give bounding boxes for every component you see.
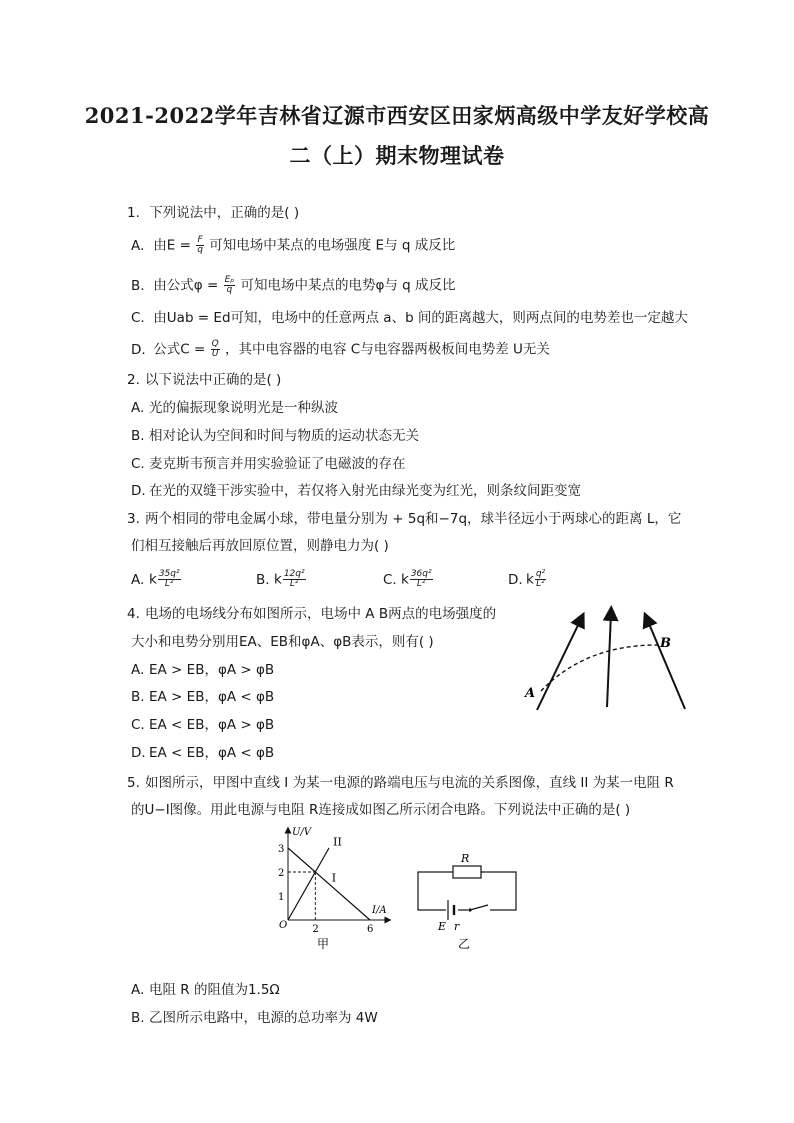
chart-caption: 甲 xyxy=(317,937,330,951)
resistor xyxy=(453,866,481,878)
q2-option-c: C. 麦克斯韦预言并用实验验证了电磁波的存在 xyxy=(131,456,406,472)
q4-option-c: C. EA < EB，φA > φB xyxy=(131,717,275,733)
question-3-stem-cont: 们相互接触后再放回原位置，则静电力为( ) xyxy=(131,538,389,554)
q2-option-a: A. 光的偏振现象说明光是一种纵波 xyxy=(131,400,338,416)
resistor-label: R xyxy=(461,852,470,865)
q2-option-b: B. 相对论认为空间和时间与物质的运动状态无关 xyxy=(131,428,419,444)
exam-title-line1: 2021-2022学年吉林省辽源市西安区田家炳高级中学友好学校高 xyxy=(84,103,710,128)
question-2-stem: 2. 以下说法中正确的是( ) xyxy=(127,372,282,388)
question-5-stem-cont: 的U−I图像。用此电源与电阻 R连接成如图乙所示闭合电路。下列说法中正确的是( ) xyxy=(131,802,631,818)
q1-option-c: C. 由Uab = Ed可知，电场中的任意两点 a、b 间的距离越大，则两点间的电势差也一定越大 xyxy=(131,310,688,326)
series-line-2 xyxy=(288,848,329,920)
circuit-diagram xyxy=(408,850,528,950)
internal-resistance-label: r xyxy=(454,920,460,933)
question-3-stem: 3. 两个相同的带电金属小球，带电量分别为 + 5q和−7q，球半径远小于两球心的距离 L，它 xyxy=(127,511,682,527)
q2-option-d: D. 在光的双缝干涉实验中，若仅将入射光由绿光变为红光，则条纹间距变宽 xyxy=(131,483,581,499)
question-1-stem: 1. 下列说法中，正确的是( ) xyxy=(127,205,300,221)
point-a-label: A xyxy=(525,686,536,701)
y-tick-label: 2 xyxy=(278,868,285,879)
field-line-middle xyxy=(607,613,611,707)
series-line-1 xyxy=(288,848,370,920)
emf-label: E xyxy=(438,920,447,933)
q1-option-d: D. 公式C = $\frac{Q}{U}$ ，其中电容器的电容 C与电容器两极板间电势差 U无关 xyxy=(131,339,550,359)
question-4-stem: 4. 电场的电场线分布如图所示，电场中 A B两点的电场强度的 xyxy=(127,606,497,622)
electric-field-diagram xyxy=(515,605,695,715)
point-b-label: B xyxy=(660,636,671,651)
q1-option-a: A. 由E = $\frac{F}{q}$ 可知电场中某点的电场强度 E与 q 成反比 xyxy=(131,235,456,255)
x-tick-label: 6 xyxy=(367,924,374,935)
fraction: $\frac{F}{q}$ xyxy=(197,235,203,255)
q4-option-a: A. EA > EB，φA > φB xyxy=(131,662,275,678)
x-axis-label: I/A xyxy=(372,905,387,916)
q5-option-a: A. 电阻 R 的阻值为1.5Ω xyxy=(131,982,280,998)
fraction: $\frac{Q}{U}$ xyxy=(211,339,219,359)
fraction: $\frac{\text{Eₚ}}{q}$ xyxy=(224,275,235,295)
field-line-right xyxy=(647,619,685,709)
q3-option-d: D. k $\frac{\text{q²}}{\text{L²}}$ xyxy=(508,569,546,589)
series-label-2: II xyxy=(333,835,342,849)
q4-option-b: B. EA > EB，φA < φB xyxy=(131,689,275,705)
q4-option-d: D. EA < EB，φA < φB xyxy=(131,745,275,761)
y-tick-label: 3 xyxy=(278,844,285,855)
question-4-stem-cont: 大小和电势分别用EA、EB和φA、φB表示，则有( ) xyxy=(131,634,434,650)
q5-option-b: B. 乙图所示电路中，电源的总功率为 4W xyxy=(131,1010,378,1026)
origin-label: O xyxy=(279,920,288,931)
q3-option-c: C. k $\frac{\text{36q²}}{\text{L²}}$ xyxy=(383,569,432,589)
circuit-caption: 乙 xyxy=(458,937,471,950)
q1-option-b: B. 由公式φ = $\frac{\text{Eₚ}}{q}$ 可知电场中某点的电势φ与 q 成反比 xyxy=(131,275,456,295)
x-tick-label: 2 xyxy=(312,924,319,935)
series-label-1: I xyxy=(331,871,337,885)
ui-graph xyxy=(272,822,392,952)
y-axis-label: U/V xyxy=(292,827,312,838)
y-tick-label: 1 xyxy=(278,892,285,903)
exam-title-line2: 二（上）期末物理试卷 xyxy=(289,143,505,168)
q3-option-b: B. k $\frac{\text{12q²}}{\text{L²}}$ xyxy=(256,569,305,589)
q3-option-a: A. k $\frac{\text{35q²}}{\text{L²}}$ xyxy=(131,569,180,589)
question-5-stem: 5. 如图所示，甲图中直线 I 为某一电源的路端电压与电流的关系图像，直线 II 为某一电阻 R xyxy=(127,775,674,791)
